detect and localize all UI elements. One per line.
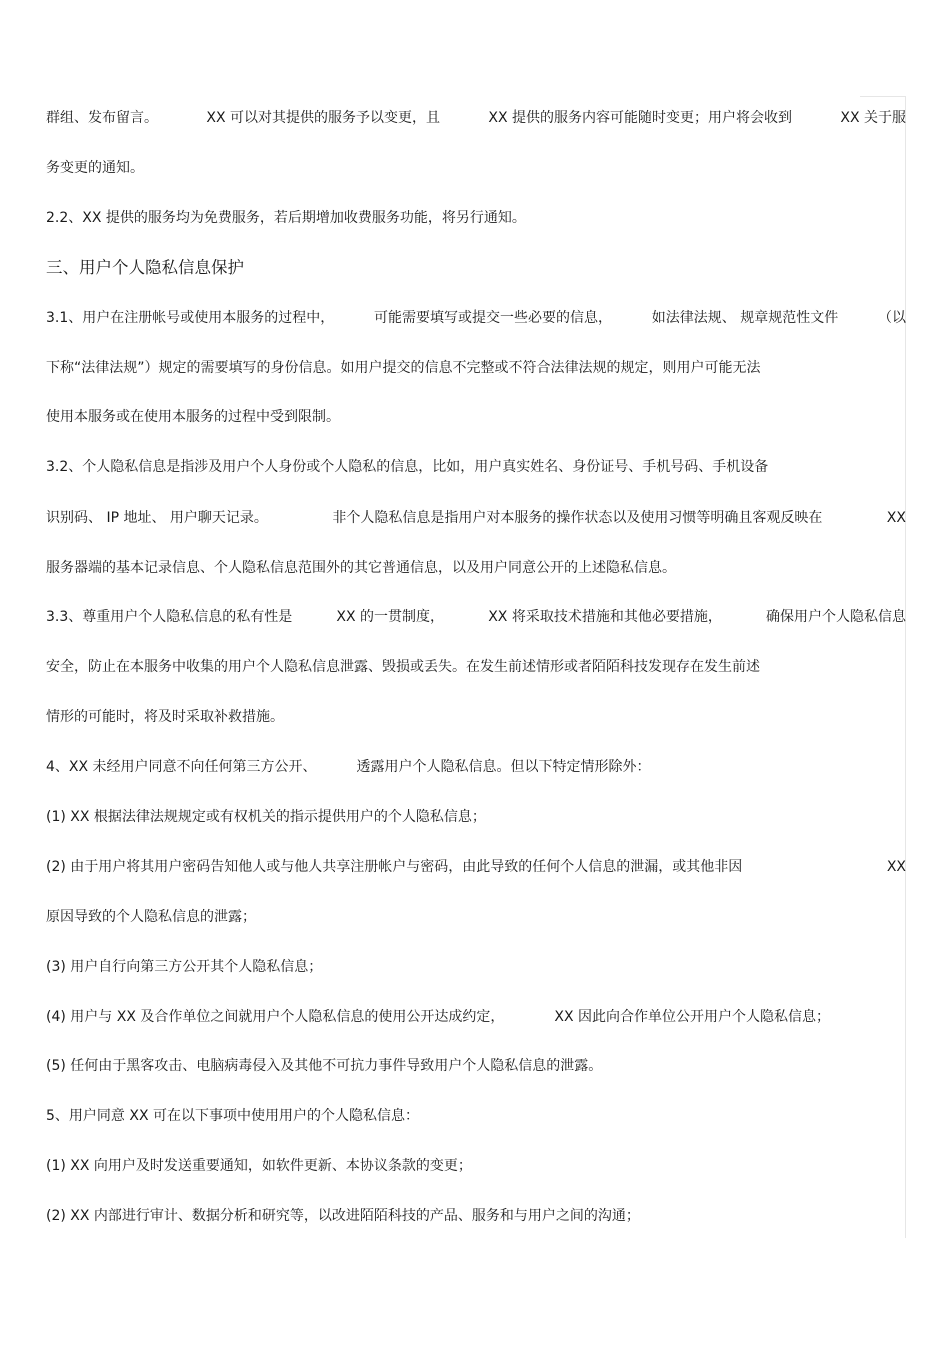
text-segment: (2) XX 内部进行审计、数据分析和研究等，以改进陌陌科技的产品、服务和与用户之间的沟通；: [46, 1208, 640, 1224]
text-segment: 3.2、个人隐私信息是指涉及用户个人身份或个人隐私的信息，比如，用户真实姓名、身份证号、手机号码、手机设备: [46, 459, 769, 475]
section-heading: 三、用户个人隐私信息保护: [46, 258, 244, 277]
text-segment: XX 将采取技术措施和其他必要措施，: [488, 609, 722, 625]
text-segment: XX 关于服: [840, 110, 906, 126]
text-segment: (4) 用户与 XX 及合作单位之间就用户个人隐私信息的使用公开达成约定，: [46, 1009, 505, 1025]
item-4-4: [46, 1006, 906, 1028]
para-3-3-line-2: [46, 656, 906, 678]
text-segment: XX 可以对其提供的服务予以变更，且: [206, 110, 440, 126]
text-segment: 务变更的通知。: [46, 160, 144, 176]
text-segment: （以: [877, 310, 906, 326]
item-4-1: [46, 806, 906, 828]
text-segment: XX 的一贯制度，: [336, 609, 445, 625]
text-segment: (5) 任何由于黑客攻击、电脑病毒侵入及其他不可抗力事件导致用户个人隐私信息的泄露。: [46, 1058, 603, 1074]
item-5-2: [46, 1205, 906, 1227]
para-3-3-line-1: [46, 606, 906, 628]
text-segment: 4、XX 未经用户同意不向任何第三方公开、: [46, 759, 317, 775]
text-segment: (1) XX 向用户及时发送重要通知，如软件更新、本协议条款的变更；: [46, 1158, 472, 1174]
text-segment: 5、用户同意 XX 可在以下事项中使用用户的个人隐私信息：: [46, 1108, 419, 1124]
text-segment: 服务器端的基本记录信息、个人隐私信息范围外的其它普通信息，以及用户同意公开的上述隐私信息。: [46, 560, 676, 576]
text-segment: (2) 由于用户将其用户密码告知他人或与他人共享注册帐户与密码，由此导致的任何个人信息的泄漏，或其他非因: [46, 859, 743, 875]
text-segment: XX 提供的服务内容可能随时变更；用户将会收到: [488, 110, 792, 126]
item-4-2-line-2: [46, 906, 906, 928]
text-segment: XX: [886, 510, 906, 526]
page-edge-top: [860, 96, 906, 97]
item-4-3: [46, 956, 906, 978]
text-segment: 原因导致的个人隐私信息的泄露；: [46, 909, 256, 925]
text-segment: XX 因此向合作单位公开用户个人隐私信息；: [554, 1009, 831, 1025]
text-segment: 非个人隐私信息是指用户对本服务的操作状态以及使用习惯等明确且客观反映在: [332, 510, 823, 526]
para-4: [46, 756, 906, 778]
text-segment: 透露用户个人隐私信息。但以下特定情形除外：: [356, 759, 651, 775]
text-segment: 下称“法律法规”）规定的需要填写的身份信息。如用户提交的信息不完整或不符合法律法规的规定，则用户可能无法: [46, 360, 761, 376]
text-segment: (1) XX 根据法律法规规定或有权机关的指示提供用户的个人隐私信息；: [46, 809, 486, 825]
text-segment: 识别码、 IP 地址、 用户聊天记录。: [46, 510, 268, 526]
text-segment: 情形的可能时，将及时采取补救措施。: [46, 709, 284, 725]
para-2-2: [46, 207, 906, 229]
text-segment: 安全，防止在本服务中收集的用户个人隐私信息泄露、毁损或丢失。在发生前述情形或者陌陌科技发现存在发生前述: [46, 659, 760, 675]
item-4-5: [46, 1055, 906, 1077]
para-3-1-line-2: [46, 357, 906, 379]
para-3-2-line-1: [46, 456, 906, 478]
para-3-2-line-2: [46, 507, 906, 529]
para-3-3-line-3: [46, 706, 906, 728]
item-4-2-line-1: [46, 856, 906, 878]
para-3-1-line-3: [46, 406, 906, 428]
text-segment: 使用本服务或在使用本服务的过程中受到限制。: [46, 409, 340, 425]
para-1-line-1: [46, 107, 906, 129]
text-segment: 可能需要填写或提交一些必要的信息，: [374, 310, 613, 326]
text-segment: 3.3、尊重用户个人隐私信息的私有性是: [46, 609, 293, 625]
text-segment: 群组、发布留言。: [46, 110, 158, 126]
text-segment: 如法律法规、 规章规范性文件: [651, 310, 839, 326]
text-segment: (3) 用户自行向第三方公开其个人隐私信息；: [46, 959, 323, 975]
para-5: [46, 1105, 906, 1127]
para-3-2-line-3: [46, 557, 906, 579]
section-heading-3: [46, 256, 906, 280]
item-5-1: [46, 1155, 906, 1177]
text-segment: 3.1、用户在注册帐号或使用本服务的过程中，: [46, 310, 335, 326]
text-segment: 确保用户个人隐私信息: [765, 609, 906, 625]
para-3-1-line-1: [46, 307, 906, 329]
para-1-line-2: [46, 157, 906, 179]
text-segment: XX: [886, 859, 906, 875]
text-segment: 2.2、XX 提供的服务均为免费服务，若后期增加收费服务功能，将另行通知。: [46, 210, 526, 226]
